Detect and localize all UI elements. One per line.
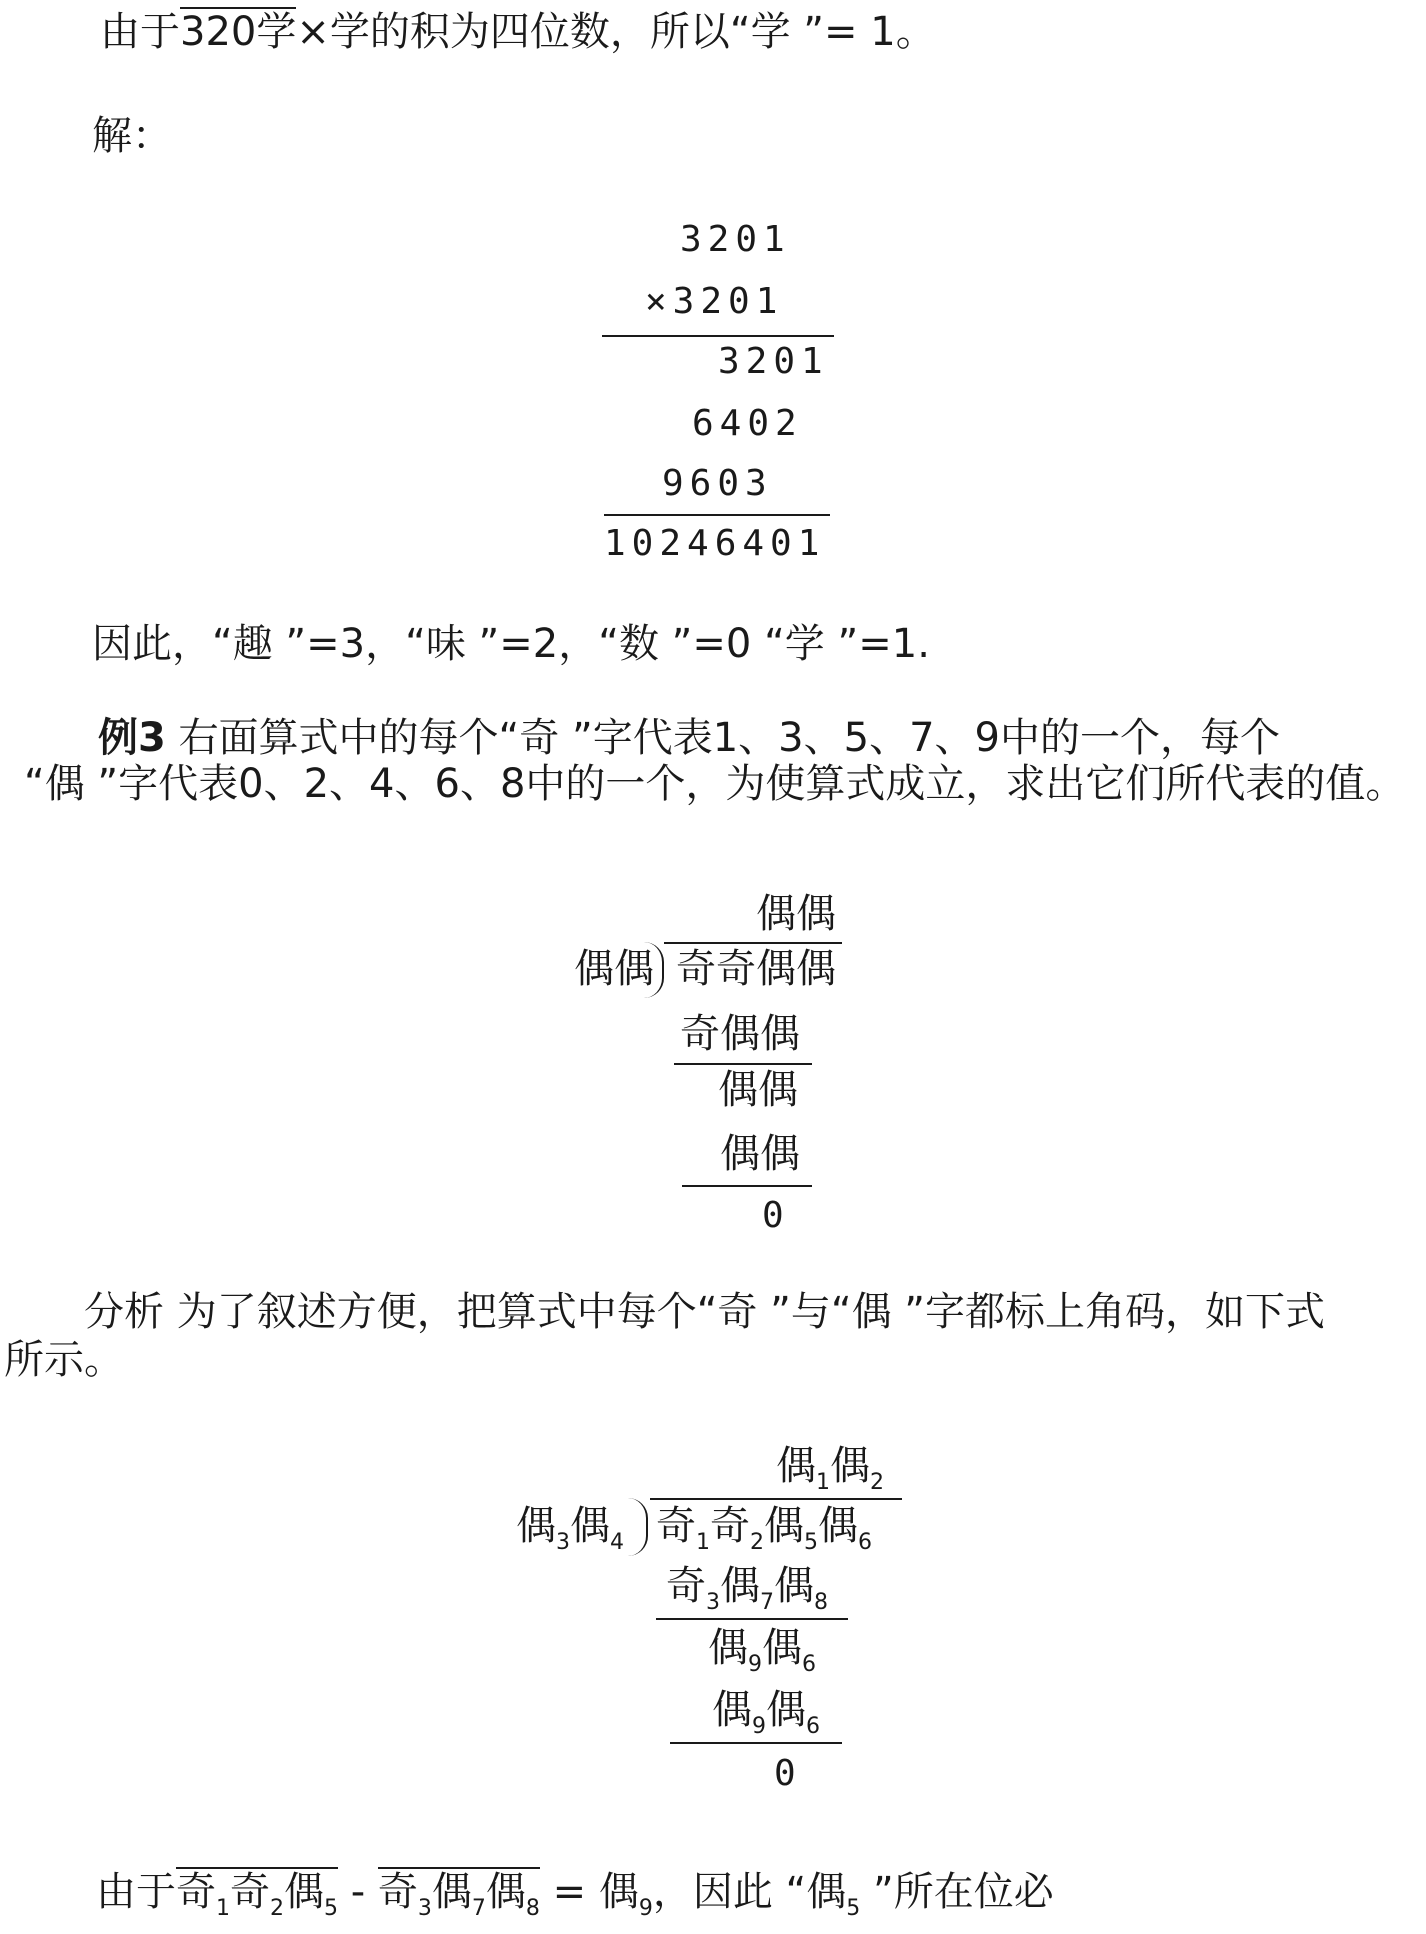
division2-quotient — [776, 1442, 884, 1495]
subscript-index: 1 — [216, 1896, 230, 1921]
intro-post: ×学的积为四位数，所以“学 ”= 1。 — [296, 9, 936, 55]
glyph: 奇 — [666, 1563, 706, 1609]
division2-dividend — [656, 1502, 872, 1555]
division1-vinculum — [664, 942, 842, 944]
glyph: 偶 — [516, 1503, 556, 1549]
division2-final: 0 — [774, 1753, 802, 1794]
conclusion-line: 因此，“趣 ”=3，“味 ”=2，“数 ”=0 “学 ”=1. — [92, 621, 930, 667]
glyph: 偶 — [766, 1687, 806, 1733]
multiplier: ×3201 — [645, 281, 784, 322]
subscript-index: 9 — [638, 1896, 653, 1921]
subscript-index: 2 — [750, 1530, 764, 1555]
example3-line1 — [98, 714, 1280, 762]
glyph: 偶 — [284, 1869, 324, 1915]
last-line — [96, 1868, 1054, 1921]
multiplicand: 3201 — [680, 219, 791, 260]
glyph: 偶 — [485, 1869, 526, 1915]
subscript-index: 8 — [525, 1896, 540, 1921]
partial-product-2: 6402 — [692, 403, 803, 444]
glyph: 偶 — [818, 1503, 858, 1549]
division1-step2: 偶偶 — [720, 1131, 800, 1177]
division2-divisor — [516, 1502, 624, 1555]
intro-line — [100, 8, 936, 56]
glyph: 偶 — [830, 1443, 870, 1489]
division2-line1 — [656, 1618, 848, 1620]
division2-bracket — [628, 1498, 648, 1556]
division2-step2 — [712, 1686, 820, 1739]
glyph: 偶 — [708, 1625, 748, 1671]
glyph: 奇 — [656, 1503, 696, 1549]
division2-step1 — [666, 1562, 828, 1615]
subscript-index: 5 — [846, 1896, 861, 1921]
glyph: 偶 — [431, 1869, 472, 1915]
glyph: 偶 — [774, 1563, 814, 1609]
division2-remainder1 — [708, 1624, 816, 1677]
glyph: 偶 — [776, 1443, 816, 1489]
overlined-number: 320学 — [180, 9, 297, 55]
subscript-index: 6 — [858, 1530, 872, 1555]
analysis-line1: 分析 为了叙述方便，把算式中每个“奇 ”与“偶 ”字都标上角码，如下式 — [84, 1289, 1326, 1335]
division1-remainder1: 偶偶 — [718, 1067, 798, 1113]
division1-line2 — [682, 1185, 812, 1187]
subscript-index: 5 — [804, 1530, 818, 1555]
glyph: 奇 — [377, 1869, 418, 1915]
last-term2 — [377, 1867, 540, 1921]
last-minus: - — [338, 1869, 378, 1915]
intro-pre: 由于 — [100, 9, 180, 55]
subscript-index: 4 — [610, 1530, 624, 1555]
glyph: 偶 — [598, 1869, 639, 1915]
analysis-line2: 所示。 — [4, 1337, 124, 1383]
partial-product-3: 9603 — [662, 463, 773, 504]
subscript-index: 6 — [806, 1714, 820, 1739]
glyph: 偶 — [806, 1869, 847, 1915]
subscript-index: 5 — [324, 1896, 338, 1921]
partial-product-1: 3201 — [718, 341, 829, 382]
last-result — [598, 1869, 653, 1921]
subscript-index: 6 — [802, 1652, 816, 1677]
subscript-index: 3 — [706, 1590, 720, 1615]
solution-label: 解： — [92, 113, 172, 159]
glyph: 奇 — [230, 1869, 270, 1915]
subscript-index: 9 — [748, 1652, 762, 1677]
division1-final: 0 — [762, 1195, 790, 1236]
subscript-index: 7 — [760, 1590, 774, 1615]
division1-dividend: 奇奇偶偶 — [676, 946, 836, 992]
glyph: 偶 — [570, 1503, 610, 1549]
last-eq: = — [539, 1869, 599, 1915]
mult-line-1 — [602, 335, 834, 337]
example3-line2: “偶 ”字代表0、2、4、6、8中的一个，为使算式成立，求出它们所代表的值。 — [24, 761, 1406, 807]
glyph: 奇 — [710, 1503, 750, 1549]
last-term1 — [176, 1867, 338, 1921]
last-pre: 由于 — [96, 1869, 176, 1915]
subscript-index: 9 — [752, 1714, 766, 1739]
glyph: 偶 — [764, 1503, 804, 1549]
subscript-index: 8 — [814, 1590, 828, 1615]
example3-text1: 右面算式中的每个“奇 ”字代表1、3、5、7、9中的一个，每个 — [178, 715, 1280, 761]
last-post1: ，因此 “ — [652, 1869, 807, 1915]
division1-step1: 奇偶偶 — [680, 1011, 800, 1057]
division1-line1 — [674, 1063, 812, 1065]
subscript-index: 3 — [556, 1530, 570, 1555]
subscript-index: 1 — [816, 1470, 830, 1495]
subscript-index: 1 — [696, 1530, 710, 1555]
last-post2: ”所在位必 — [860, 1869, 1054, 1915]
division1-divisor: 偶偶 — [574, 946, 654, 992]
glyph: 偶 — [712, 1687, 752, 1733]
glyph: 偶 — [762, 1625, 802, 1671]
subscript-index: 3 — [417, 1896, 432, 1921]
division2-vinculum — [650, 1498, 902, 1500]
division2-line2 — [670, 1742, 842, 1744]
subscript-index: 7 — [471, 1896, 486, 1921]
mult-line-2 — [604, 514, 830, 516]
division1-quotient: 偶偶 — [756, 891, 836, 937]
product-result: 10246401 — [604, 523, 826, 564]
glyph: 偶 — [720, 1563, 760, 1609]
last-mid — [806, 1869, 861, 1921]
glyph: 奇 — [176, 1869, 216, 1915]
subscript-index: 2 — [270, 1896, 284, 1921]
example-label: 例3 — [98, 715, 166, 761]
subscript-index: 2 — [870, 1470, 884, 1495]
